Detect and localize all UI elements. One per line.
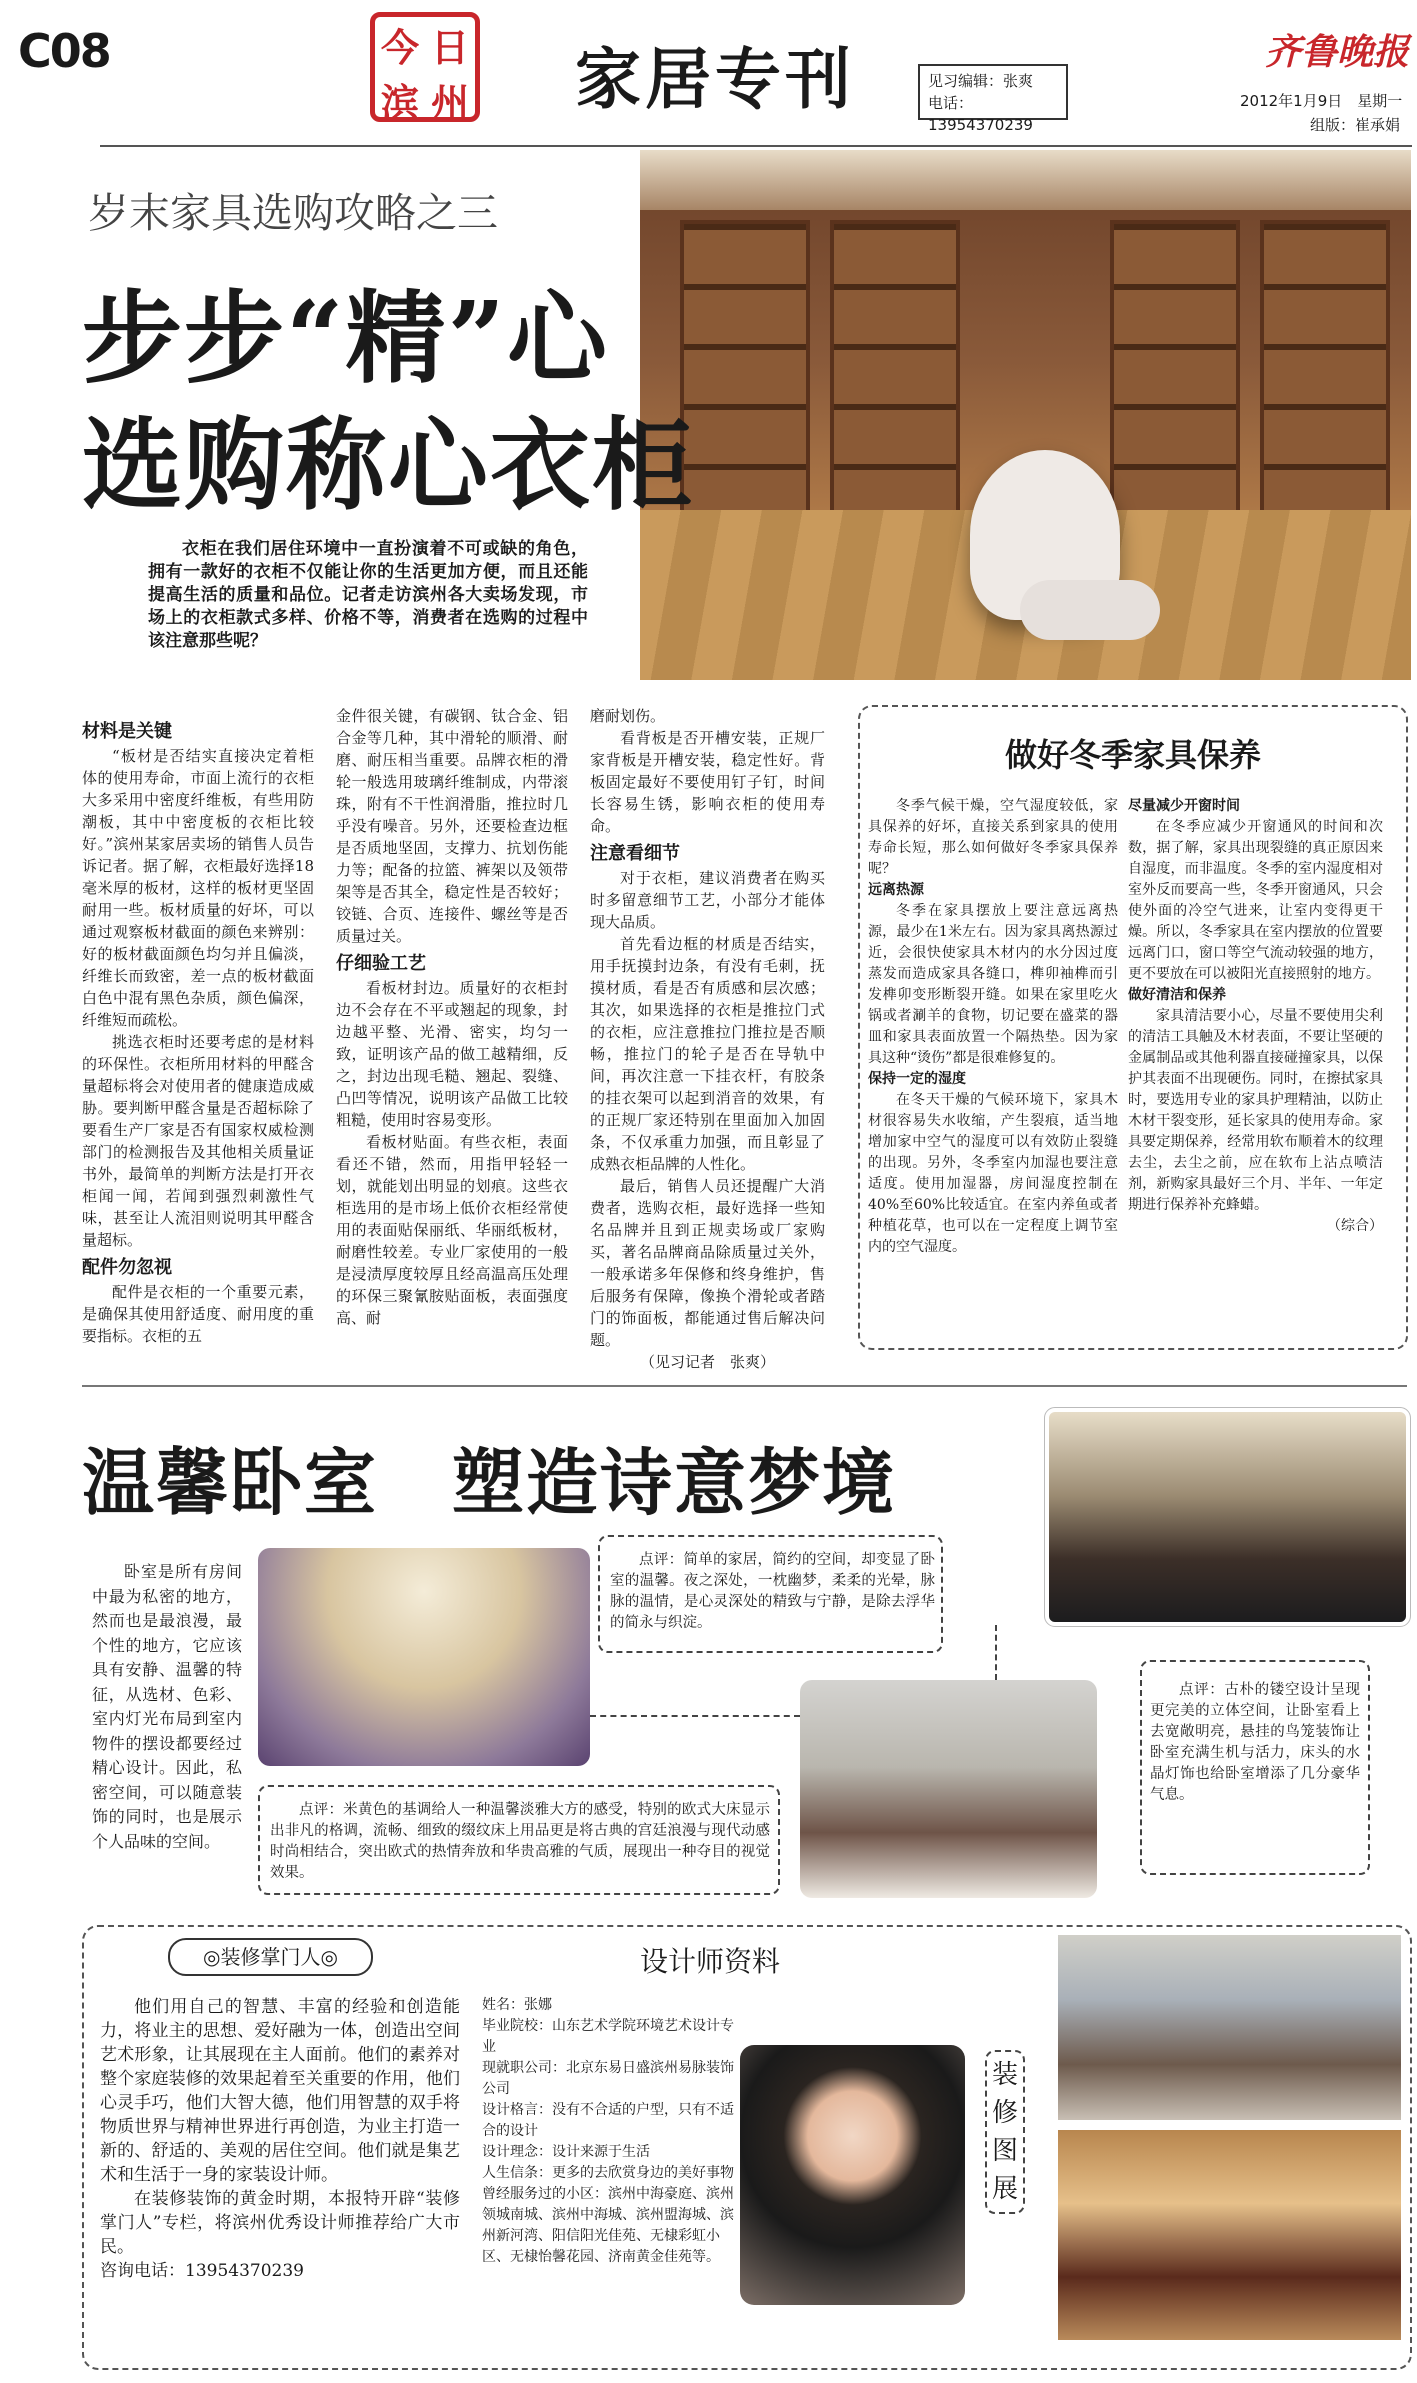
article-column-1 xyxy=(82,715,314,1347)
jinri-binzhou-seal-logo xyxy=(370,12,480,125)
phone-line: 电话：13954370239 xyxy=(928,94,1033,134)
seal-char: 日 xyxy=(430,25,469,70)
subheading: 保持一定的湿度 xyxy=(868,1071,966,1087)
section-title: 家居专刊 xyxy=(575,40,855,118)
dashed-connector xyxy=(590,1715,800,1717)
profile-line: 设计理念：设计来源于生活 xyxy=(482,2144,650,2160)
article-column-3 xyxy=(590,705,825,1373)
designer-profile xyxy=(482,1995,742,2268)
column-tag: ◎装修掌门人◎ xyxy=(168,1938,373,1976)
paragraph: 他们用自己的智慧、丰富的经验和创造能力，将业主的思想、爱好融为一体，创造出空间艺术形象，让其展现在主人面前。他们的素养对整个家庭装修的效果起着至关重要的作用，他们心灵手巧，他们大智大德，他们用智慧的双手将物质世界与精神世界进行再创造，为业主打造一新的、舒适的、美观的居住空间。他们就是集艺术和生活于一身的家装设计师。 xyxy=(100,1997,460,2185)
headline-line-1: 步步“精”心 xyxy=(82,279,610,397)
masthead-divider xyxy=(100,145,1412,147)
subheading: 仔细验工艺 xyxy=(336,953,426,974)
bedroom-section-title: 温馨卧室 塑造诗意梦境 xyxy=(82,1441,897,1525)
designer-heading: 设计师资料 xyxy=(640,1945,781,1978)
subheading: 做好清洁和保养 xyxy=(1128,987,1226,1003)
paragraph: 配件是衣柜的一个重要元素，是确保其使用舒适度、耐用度的重要指标。衣柜的五 xyxy=(82,1283,314,1345)
section-divider xyxy=(82,1385,1407,1387)
paragraph: 金件很关键，有碳钢、钛合金、铝合金等几种，其中滑轮的顺滑、耐磨、耐压相当重要。品牌衣柜的滑轮一般选用玻璃纤维制成，内带滚珠，附有不干性润滑脂，推拉时几乎没有噪音。另外，还要检查边框是否质地坚固，支撑力、抗划伤能力等；配备的拉篮、裤架以及领带架等是否其全，稳定性是否较好；铰链、合页、连接件、螺丝等是否质量过关。 xyxy=(336,707,568,945)
european-bedroom-photo xyxy=(258,1548,590,1766)
paragraph: “板材是否结实直接决定着柜体的使用寿命，市面上流行的衣柜大多采用中密度纤维板，有些用防潮板，其中中密度板的衣柜比较好。”滨州某家居卖场的销售人员告诉记者。据了解，衣柜最好选择18毫米厚的板材，这样的板材更坚固耐用一些。板材质量的好坏，可以通过观察板材截面的颜色来辨别：好的板材截面颜色均匀并且偏淡，纤维长而致密，差一点的板材截面白色中混有黑色杂质，颜色偏深，纤维短而疏松。 xyxy=(82,747,314,1029)
interior-gallery-photo xyxy=(1058,1935,1401,2120)
paragraph: 看板材贴面。有些衣柜，表面看还不错，然而，用指甲轻轻一划，就能划出明显的划痕。这些衣柜选用的是市场上低价衣柜经常使用的表面贴保丽纸、华丽纸板材，耐磨性较差。专业厂家使用的一般是浸渍厚度较厚且经高温高压处理的环保三聚氰胺贴面板，表面强度高、耐 xyxy=(336,1133,568,1327)
paragraph: 冬季在家具摆放上要注意远离热源，最少在1米左右。因为家具离热源过近，会很快使家具木材内的水分因过度蒸发而造成家具各缝口，榫卯袖榫而引发榫卯变形断裂开缝。如果在家里吃火锅或者涮羊的食物，切记要在盛菜的器皿和家具表面放置一个隔热垫。因为家具这种“烫伤”都是很难修复的。 xyxy=(868,903,1118,1066)
profile-line: 现就职公司：北京东易日盛滨州易脉装饰公司 xyxy=(482,2060,734,2097)
designer-portrait-photo xyxy=(740,2045,965,2305)
interior-gallery-photo xyxy=(1058,2130,1401,2340)
seal-char: 州 xyxy=(430,80,469,125)
editor-line: 见习编辑：张爽 xyxy=(928,72,1034,90)
layout-editor-line: 组版：崔承娟 xyxy=(1310,116,1401,134)
profile-line: 姓名：张娜 xyxy=(482,1997,552,2013)
subheading: 配件勿忽视 xyxy=(82,1257,172,1278)
paragraph: 在装修装饰的黄金时期，本报特开辟“装修掌门人”专栏，将滨州优秀设计师推荐给广大市民。 xyxy=(100,2189,460,2257)
subheading: 尽量减少开窗时间 xyxy=(1128,798,1240,814)
winter-care-column-2 xyxy=(1128,796,1383,1237)
paragraph: 在冬天干燥的气候环境下，家具木材很容易失水收缩，产生裂痕，适当地增加家中空气的湿度可以有效防止裂缝的出现。另外，冬季室内加湿也要注意适度。使用加湿器，房间湿度控制在40%至60%比较适宜。在室内养鱼或者种植花草，也可以在一定程度上调节室内的空气湿度。 xyxy=(868,1092,1118,1255)
subheading: 注意看细节 xyxy=(590,843,680,864)
modern-bedroom-photo xyxy=(1045,1408,1410,1626)
paragraph: 最后，销售人员还提醒广大消费者，选购衣柜，最好选择一些知名品牌并且到正规卖场或厂家购买，著名品牌商品除质量过关外，一般承诺多年保修和终身维护，售后服务有保障，像换个滑轮或者踏门的饰面板，都能通过售后解决问题。 xyxy=(590,1177,825,1349)
paragraph: 对于衣柜，建议消费者在购买时多留意细节工艺，小部分才能体现大品质。 xyxy=(590,869,825,931)
subheading: 远离热源 xyxy=(868,882,924,898)
subheading: 材料是关键 xyxy=(82,721,172,742)
gallery-label: 装修图展 xyxy=(985,2050,1025,2214)
byline: （综合） xyxy=(1327,1218,1383,1234)
dashed-connector xyxy=(995,1625,997,1680)
winter-care-title: 做好冬季家具保养 xyxy=(1004,736,1261,774)
paragraph: 家具清洁要小心，尽量不要使用尖利的清洁工具触及木材表面，不要让坚硬的金属制品或其他利器直接碰撞家具，以保护其表面不出现硬伤。同时，在擦拭家具时，要选用专业的家具护理精油，以防止木材干裂变形，延长家具的使用寿命。家具要定期保养，经常用软布顺着木的纹理去尘，去尘之前，应在软布上沾点喷洁剂，新购家具最好三个月、半年、一年定期进行保养补充蜂蜡。 xyxy=(1128,1008,1383,1213)
bedroom-intro: 卧室是所有房间中最为私密的地方，然而也是最浪漫，最个性的地方，它应该具有安静、温馨的特征，从选材、色彩、室内灯光布局到室内物件的摆设都要经过精心设计。因此，私密空间，可以随意装饰的同时，也是展示个人品味的空间。 xyxy=(92,1562,242,1851)
article-kicker: 岁末家具选购攻略之三 xyxy=(88,189,498,237)
column-text xyxy=(100,1995,460,2283)
profile-line: 曾经服务过的小区：滨州中海豪庭、滨州领城南城、滨州中海城、滨州盟海城、滨州新河湾、阳信阳光佳苑、无棣彩虹小区、无棣怡馨花园、济南黄金佳苑等。 xyxy=(482,2186,734,2265)
wardrobe-room-photo xyxy=(640,150,1411,680)
paragraph: 磨耐划伤。 xyxy=(590,707,666,725)
paragraph: 挑选衣柜时还要考虑的是材料的环保性。衣柜所用材料的甲醛含量超标将会对使用者的健康造成威胁。要判断甲醛含量是否超标除了要看生产厂家是否有国家权威检测部门的检测报告及其他相关质量证书外，最简单的判断方法是打开衣柜闻一闻，若闻到强烈刺激性气味，甚至让人流泪则说明其甲醛含量超标。 xyxy=(82,1033,314,1249)
date-line: 2012年1月9日 星期一 xyxy=(1240,92,1403,110)
profile-line: 人生信条：更多的去欣赏身边的美好事物 xyxy=(482,2165,734,2181)
article-column-2 xyxy=(336,705,568,1329)
winter-care-column-1 xyxy=(868,796,1118,1258)
paragraph: 首先看边框的材质是否结实，用手抚摸封边条，有没有毛刺，抚摸材质，看是否有质感和层次感；其次，如果选择的衣柜是推拉门式的衣柜，应注意推拉门推拉是否顺畅，推拉门的轮子是否在导轨中间，再次注意一下挂衣杆，有胶条的挂衣架可以起到消音的效果，有的正规厂家还特别在里面加入加固条，不仅承重力加强，而且彰显了成熟衣柜品牌的人性化。 xyxy=(590,935,825,1173)
seal-char: 滨 xyxy=(380,80,419,125)
comment-2: 点评：米黄色的基调给人一种温馨淡雅大方的感受，特别的欧式大床显示出非凡的格调，流畅、细致的缀纹床上用品更是将古典的宫廷浪漫与现代动感时尚相结合，突出欧式的热情奔放和华贵高雅的气质，展现出一种夺目的视觉效果。 xyxy=(270,1802,770,1881)
profile-line: 毕业院校：山东艺术学院环境艺术设计专业 xyxy=(482,2018,734,2055)
contact-phone: 咨询电话：13954370239 xyxy=(100,2261,304,2281)
paragraph: 看背板是否开槽安装，正规厂家背板是开槽安装，稳定性好。背板固定最好不要使用钉子钉，时间长容易生锈，影响衣柜的使用寿命。 xyxy=(590,729,825,835)
lead-intro: 衣柜在我们居住环境中一直扮演着不可或缺的角色，拥有一款好的衣柜不仅能让你的生活更加方便，而且还能提高生活的质量和品位。记者走访滨州各大卖场发现，市场上的衣柜款式多样、价格不等，消费者在选购的过程中该注意那些呢？ xyxy=(148,539,588,651)
headline-line-2: 选购称心衣柜 xyxy=(82,406,694,524)
comment-3: 点评：古朴的镂空设计呈现更完美的立体空间，让卧室看上去宽敞明亮，悬挂的鸟笼装饰让卧室充满生机与活力，床头的水晶灯饰也给卧室增添了几分豪华气息。 xyxy=(1150,1682,1360,1803)
paragraph: 在冬季应减少开窗通风的时间和次数，据了解，家具出现裂缝的真正原因来自湿度，而非温度。冬季的室内湿度相对室外反而要高一些，冬季开窗通风，只会使外面的冷空气进来，让室内变得更干燥。所以，冬季家具在室内摆放的位置要远离门口，窗口等空气流动较强的地方，更不要放在可以被阳光直接照射的地方。 xyxy=(1128,819,1383,982)
page-number: C08 xyxy=(18,24,110,78)
seal-char: 今 xyxy=(380,25,419,70)
byline: （见习记者 张爽） xyxy=(639,1353,775,1371)
editor-contact-box xyxy=(918,64,1068,134)
paragraph: 冬季气候干燥，空气湿度较低，家具保养的好坏，直接关系到家具的使用寿命长短，那么如何做好冬季家具保养呢？ xyxy=(868,798,1118,877)
paragraph: 看板材封边。质量好的衣柜封边不会存在不平或翘起的现象，封边越平整、光滑、密实，均匀一致，证明该产品的做工越精细，反之，封边出现毛糙、翘起、裂缝、凸凹等情况，说明该产品做工比较粗糙，使用时容易变形。 xyxy=(336,979,568,1129)
newspaper-logo: 齐鲁晚报 xyxy=(1265,31,1410,73)
profile-line: 设计格言：没有不合适的户型，只有不适合的设计 xyxy=(482,2102,734,2139)
comment-1: 点评：简单的家居，简约的空间，却变显了卧室的温馨。夜之深处，一枕幽梦，柔柔的光晕，脉脉的温情，是心灵深处的精致与宁静，是除去浮华的简永与织淀。 xyxy=(610,1552,935,1631)
simple-bedroom-photo xyxy=(800,1680,1097,1898)
